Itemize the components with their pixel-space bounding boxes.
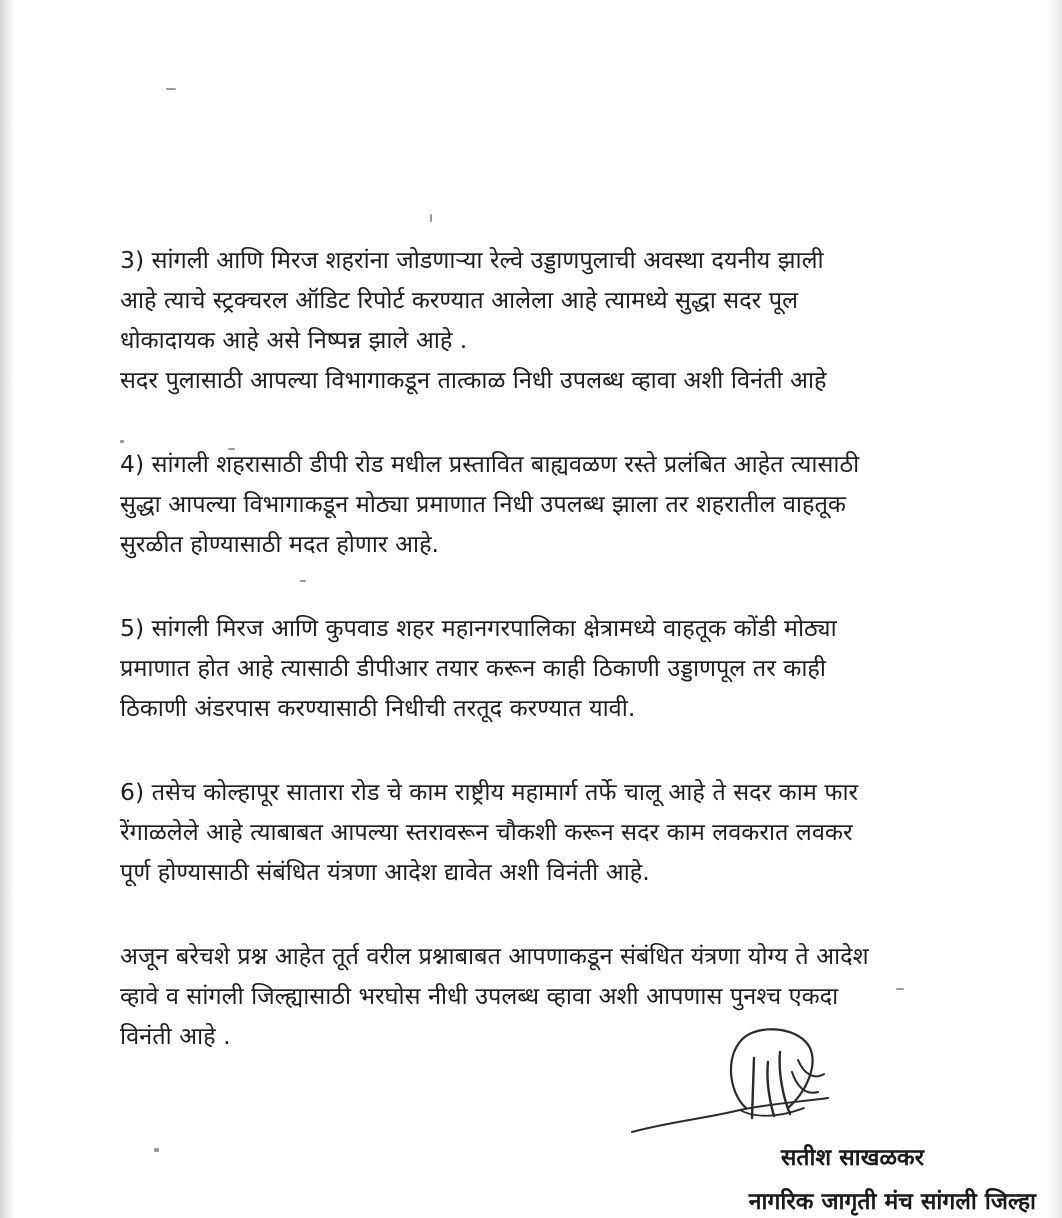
text-line: सुरळीत होण्यासाठी मदत होणार आहे. (120, 530, 440, 558)
text-line: विनंती आहे . (120, 1022, 231, 1050)
text-line: 4) सांगली शहरासाठी डीपी रोड मधील प्रस्तावित बाह्यवळण रस्ते प्रलंबित आहेत त्यासाठी (120, 450, 860, 478)
paragraph-point-6 (120, 772, 950, 892)
scan-speck (166, 88, 176, 90)
scan-edge-shadow (0, 0, 14, 1218)
text-line: आहे त्याचे स्ट्रक्चरल ऑडिट रिपोर्ट करण्यात आलेला आहे त्यामध्ये सुद्धा सदर पूल (120, 286, 799, 314)
handwritten-signature (628, 1022, 848, 1142)
text-line: सदर पुलासाठी आपल्या विभागाकडून तात्काळ निधी उपलब्ध व्हावा अशी विनंती आहे (120, 366, 827, 394)
text-line: पूर्ण होण्यासाठी संबंधित यंत्रणा आदेश द्यावेत अशी विनंती आहे. (120, 858, 650, 886)
text-line: प्रमाणात होत आहे त्यासाठी डीपीआर तयार करून काही ठिकाणी उड्डाणपूल तर काही (120, 654, 826, 682)
scan-speck (154, 1148, 159, 1152)
text-line: 6) तसेच कोल्हापूर सातारा रोड चे काम राष्ट्रीय महामार्ग तर्फे चालू आहे ते सदर काम फार (120, 778, 859, 806)
text-line: 3) सांगली आणि मिरज शहरांना जोडणाऱ्या रेल्वे उड्डाणपुलाची अवस्था दयनीय झाली (120, 246, 824, 274)
text-line: धोकादायक आहे असे निष्पन्न झाले आहे . (120, 326, 468, 354)
text-line: रेंगाळलेले आहे त्याबाबत आपल्या स्तरावरून चौकशी करून सदर काम लवकरात लवकर (120, 818, 853, 846)
signatory-name: सतीश साखळकर (780, 1145, 924, 1171)
signatory-organization: नागरिक जागृती मंच सांगली जिल्हा (748, 1189, 1036, 1215)
text-line: 5) सांगली मिरज आणि कुपवाड शहर महानगरपालिका क्षेत्रामध्ये वाहतूक कोंडी मोठ्या (120, 614, 837, 642)
letter-body (120, 240, 950, 1100)
text-line: व्हावे व सांगली जिल्ह्यासाठी भरघोस नीधी उपलब्ध व्हावा अशी आपणास पुनश्च एकदा (120, 982, 839, 1010)
text-line: अजून बरेचशे प्रश्न आहेत तूर्त वरील प्रश्नाबाबत आपणाकडून संबंधित यंत्रणा योग्य ते आदेश (120, 942, 869, 970)
paragraph-point-5 (120, 608, 950, 728)
paragraph-point-4 (120, 444, 950, 564)
text-line: सुद्धा आपल्या विभागाकडून मोठ्या प्रमाणात निधी उपलब्ध झाला तर शहरातील वाहतूक (120, 490, 846, 518)
scan-speck (430, 214, 432, 222)
signatory-block (748, 1136, 1036, 1218)
text-line: ठिकाणी अंडरपास करण्यासाठी निधीची तरतूद करण्यात यावी. (120, 694, 636, 722)
paragraph-point-3 (120, 240, 950, 400)
